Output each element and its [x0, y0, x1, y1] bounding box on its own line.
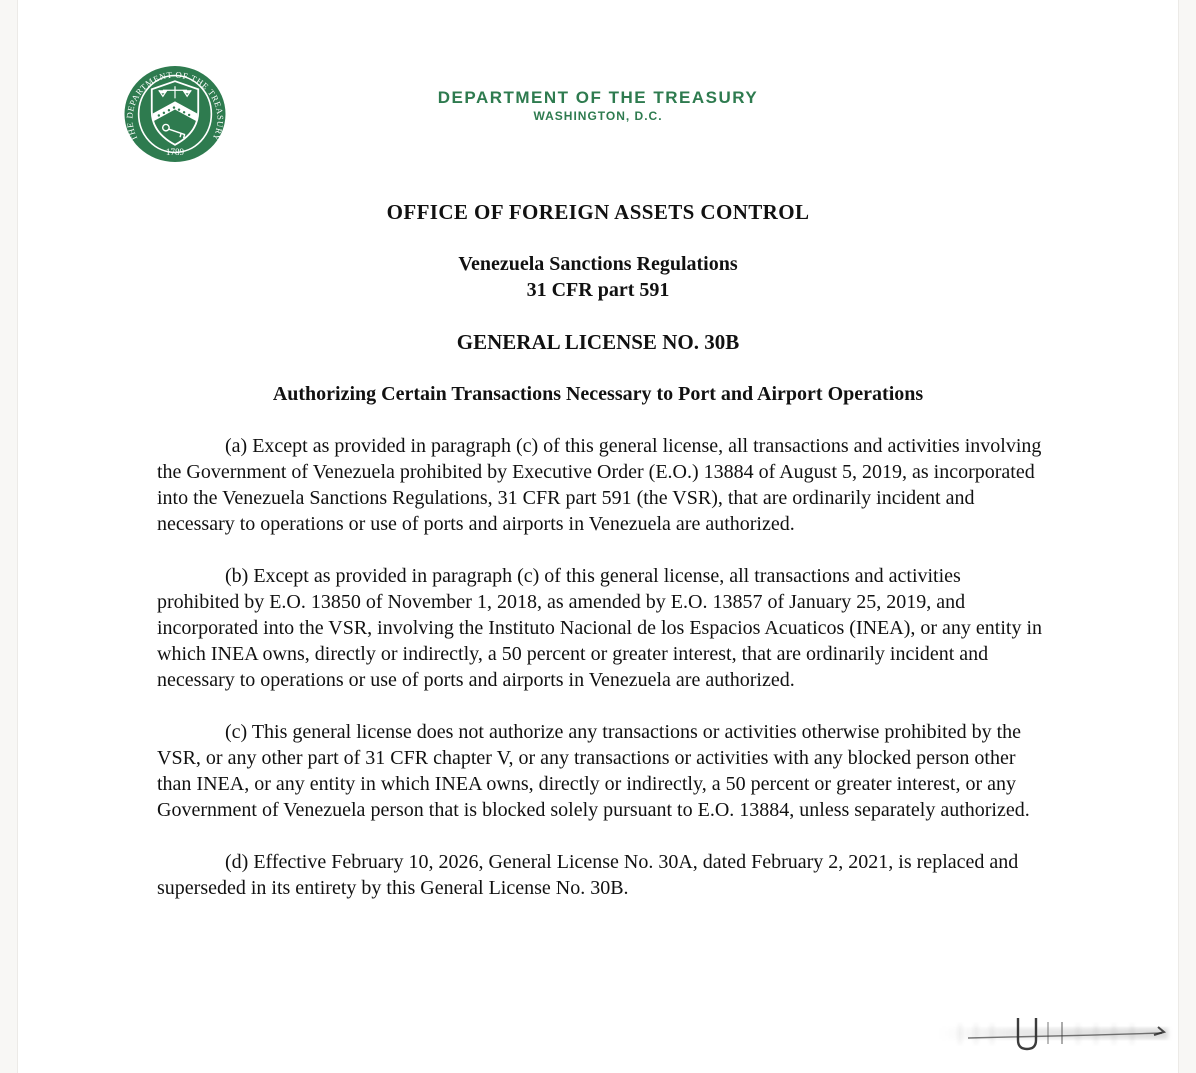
paragraph-c: (c) This general license does not authorize any transactions or activities otherwise prohibited by the VSR, or any other part of 31 CFR chapter V, or any transactions or activities with any blocked person other than INEA, or any entity in which INEA owns, directly or indirectly, a 50 percent or greater interest, or any Government of Venezuela person that is blocked solely pursuant to E.O. 13884, unless separately authorized. [157, 721, 1030, 821]
agency-location: WASHINGTON, D.C. [533, 109, 663, 123]
paragraph-b: (b) Except as provided in paragraph (c) of this general license, all transactions and activities prohibited by E.O. 13850 of November 1, 2018, as amended by E.O. 13857 of January 25, 2019, and incorporated into the VSR, involving the Instituto Nacional de los Espacios Acuaticos (INEA), or any entity in which INEA owns, directly or indirectly, a 50 percent or greater interest, that are ordinarily incident and necessary to operations or use of ports and airports in Venezuela are authorized. [157, 565, 1043, 691]
regulation-part: 31 CFR part 591 [526, 279, 670, 301]
svg-text:THE DEPARTMENT OF THE TREASURY: THE DEPARTMENT OF THE TREASURY [124, 69, 226, 143]
scan-edge-right [1178, 0, 1196, 1073]
scan-edge-left [0, 0, 18, 1073]
license-body [157, 433, 1043, 901]
treasury-seal-icon [122, 64, 228, 164]
paragraph-d: (d) Effective February 10, 2026, General License No. 30A, dated February 2, 2021, is replaced and superseded in its entirety by this General License No. 30B. [157, 851, 1019, 899]
office-heading: OFFICE OF FOREIGN ASSETS CONTROL [386, 200, 810, 224]
regulation-title: Venezuela Sanctions Regulations [458, 253, 738, 275]
agency-name: DEPARTMENT OF THE TREASURY [437, 88, 759, 107]
license-number-heading: GENERAL LICENSE NO. 30B [456, 330, 740, 354]
paragraph-a: (a) Except as provided in paragraph (c) of this general license, all transactions and activities involving the Government of Venezuela prohibited by Executive Order (E.O.) 13884 of August 5, 2019, as incorporated into the Venezuela Sanctions Regulations, 31 CFR part 591 (the VSR), that are ordinarily incident and necessary to operations or use of ports and airports in Venezuela are authorized. [157, 435, 1042, 535]
subject-heading: Authorizing Certain Transactions Necessary to Port and Airport Operations [272, 383, 924, 405]
regulation-heading [0, 251, 1196, 303]
svg-text:1789: 1789 [165, 146, 185, 157]
signature-smudge-artifact [938, 1012, 1173, 1057]
